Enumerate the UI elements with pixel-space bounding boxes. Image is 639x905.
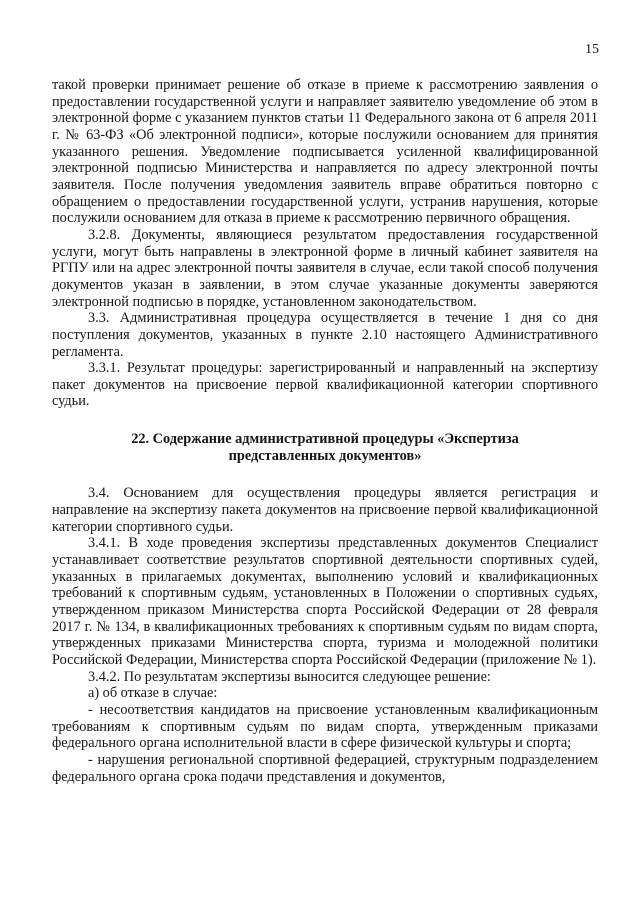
section-heading — [52, 431, 598, 464]
paragraph-3-4: 3.4. Основанием для осуществления процедуры является регистрация и направление на экспертизу пакета документов на присвоение первой квалификационной категории спортивного судьи. — [52, 485, 598, 535]
paragraph-3-2-8: 3.2.8. Документы, являющиеся результатом предоставления государственной услуги, могут быть направлены в электронной форме в личный кабинет заявителя на РГПУ или на адрес электронной почты заявителя в случае, если такой способ получения документов указан в заявлении, в этом случае указанные документы заверяются электронной подписью в порядке, установленном законодательством. — [52, 226, 598, 310]
paragraph-3-3: 3.3. Административная процедура осуществляется в течение 1 дня со дня поступления документов, указанных в пункте 2.10 настоящего Административного регламента. — [52, 310, 598, 360]
list-item-deadline-violation: - нарушения региональной спортивной федерацией, структурным подразделением федерального органа срока подачи представления и документов, — [52, 751, 598, 785]
paragraph-3-4-1: 3.4.1. В ходе проведения экспертизы представленных документов Специалист устанавливает соответствие результатов спортивной деятельности спортивных судей, указанных в прилагаемых документах, выполнению условий и квалификационных требований к спортивным судьям, установленных в Положении о спортивных судьях, утвержденном приказом Министерства спорта Российской Федерации от 28 февраля 2017 г. № 134, в квалификационных требованиях к спортивным судьям по видам спорта, утвержденных приказами Министерства спорта, туризма и молодежной политики Российской Федерации, Министерства спорта Российской Федерации (приложение № 1). — [52, 535, 598, 668]
section-heading-line-2: представленных документов» — [228, 447, 422, 464]
document-body — [52, 77, 598, 785]
list-item-nonconformity: - несоответствия кандидатов на присвоение установленным квалификационным требованиям к спортивным судьям по видам спорта, утвержденным приказами федерального органа исполнительной власти в сфере физической культуры и спорта; — [52, 701, 598, 752]
section-heading-line-1: 22. Содержание административной процедуры «Экспертиза — [131, 431, 519, 448]
paragraph-refusal-cases: а) об отказе в случае: — [88, 685, 218, 702]
page-number: 15 — [585, 42, 599, 57]
paragraph-3-4-2: 3.4.2. По результатам экспертизы выносится следующее решение: — [88, 668, 491, 685]
paragraph-3-3-1: 3.3.1. Результат процедуры: зарегистрированный и направленный на экспертизу пакет документов на присвоение первой квалификационной категории спортивного судьи. — [52, 360, 598, 410]
paragraph-before-1: такой проверки принимает решение об отказе в приеме к рассмотрению заявления о предоставлении государственной услуги и направляет заявителю уведомление об этом в электронной форме с указанием пунктов статьи 11 Федерального закона от 6 апреля 2011 г. № 63-ФЗ «Об электронной подписи», которые послужили основанием для принятия указанного решения. Уведомление подписывается усиленной квалифицированной электронной подписью Министерства и направляется по адресу электронной почты заявителя. После получения уведомления заявитель вправе обратиться повторно с обращением о предоставлении государственной услуги, устранив нарушения, которые послужили основанием для отказа в приеме к рассмотрению первичного обращения. — [52, 77, 598, 227]
